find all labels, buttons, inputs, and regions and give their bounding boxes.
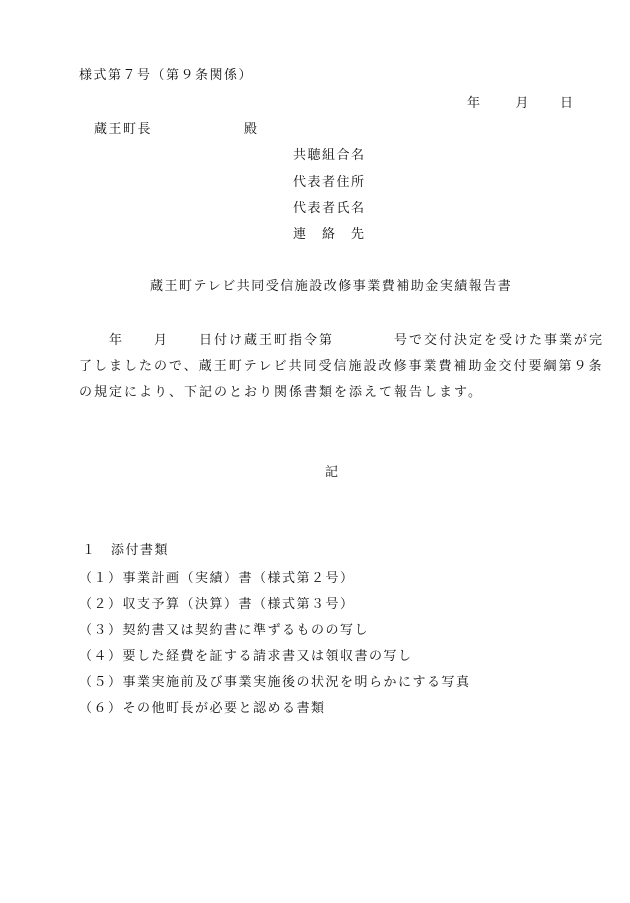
body-line: の規定により、下記のとおり関係書類を添えて報告します。 xyxy=(79,385,483,400)
date-day: 日 xyxy=(560,96,575,111)
body-line: 年 月 日付け蔵王町指令第 号で交付決定を受けた事業が完 xyxy=(79,333,605,348)
applicant-field-address: 代表者住所 xyxy=(293,175,366,190)
list-item: （２）収支予算（決算）書（様式第３号） xyxy=(79,597,355,612)
list-item: （３）契約書又は契約書に準ずるものの写し xyxy=(79,623,370,638)
list-item: （４）要した経費を証する請求書又は領収書の写し xyxy=(79,649,413,664)
date-year: 年 xyxy=(467,96,482,111)
body-paragraph xyxy=(79,328,605,406)
section-heading: １ 添付書類 xyxy=(82,543,170,558)
body-line: 了しましたので、蔵王町テレビ共同受信施設改修事業費補助金交付要綱第９条 xyxy=(79,359,604,374)
date-month: 月 xyxy=(515,96,531,111)
form-number: 様式第７号（第９条関係） xyxy=(79,68,254,83)
ki-marker: 記 xyxy=(325,465,340,480)
addressee-honorific: 殿 xyxy=(244,122,259,137)
document-title: 蔵王町テレビ共同受信施設改修事業費補助金実績報告書 xyxy=(150,279,513,294)
list-item: （１）事業計画（実績）書（様式第２号） xyxy=(79,571,355,586)
applicant-field-name: 代表者氏名 xyxy=(293,201,366,216)
list-item: （５）事業実施前及び事業実施後の状況を明らかにする写真 xyxy=(79,675,471,690)
applicant-field-contact: 連 絡 先 xyxy=(293,227,366,242)
addressee-name: 蔵王町長 xyxy=(94,122,153,137)
addressee xyxy=(94,121,259,139)
list-item: （６）その他町長が必要と認める書類 xyxy=(79,701,326,716)
date-line xyxy=(467,95,575,113)
applicant-field-association: 共聴組合名 xyxy=(293,148,366,163)
